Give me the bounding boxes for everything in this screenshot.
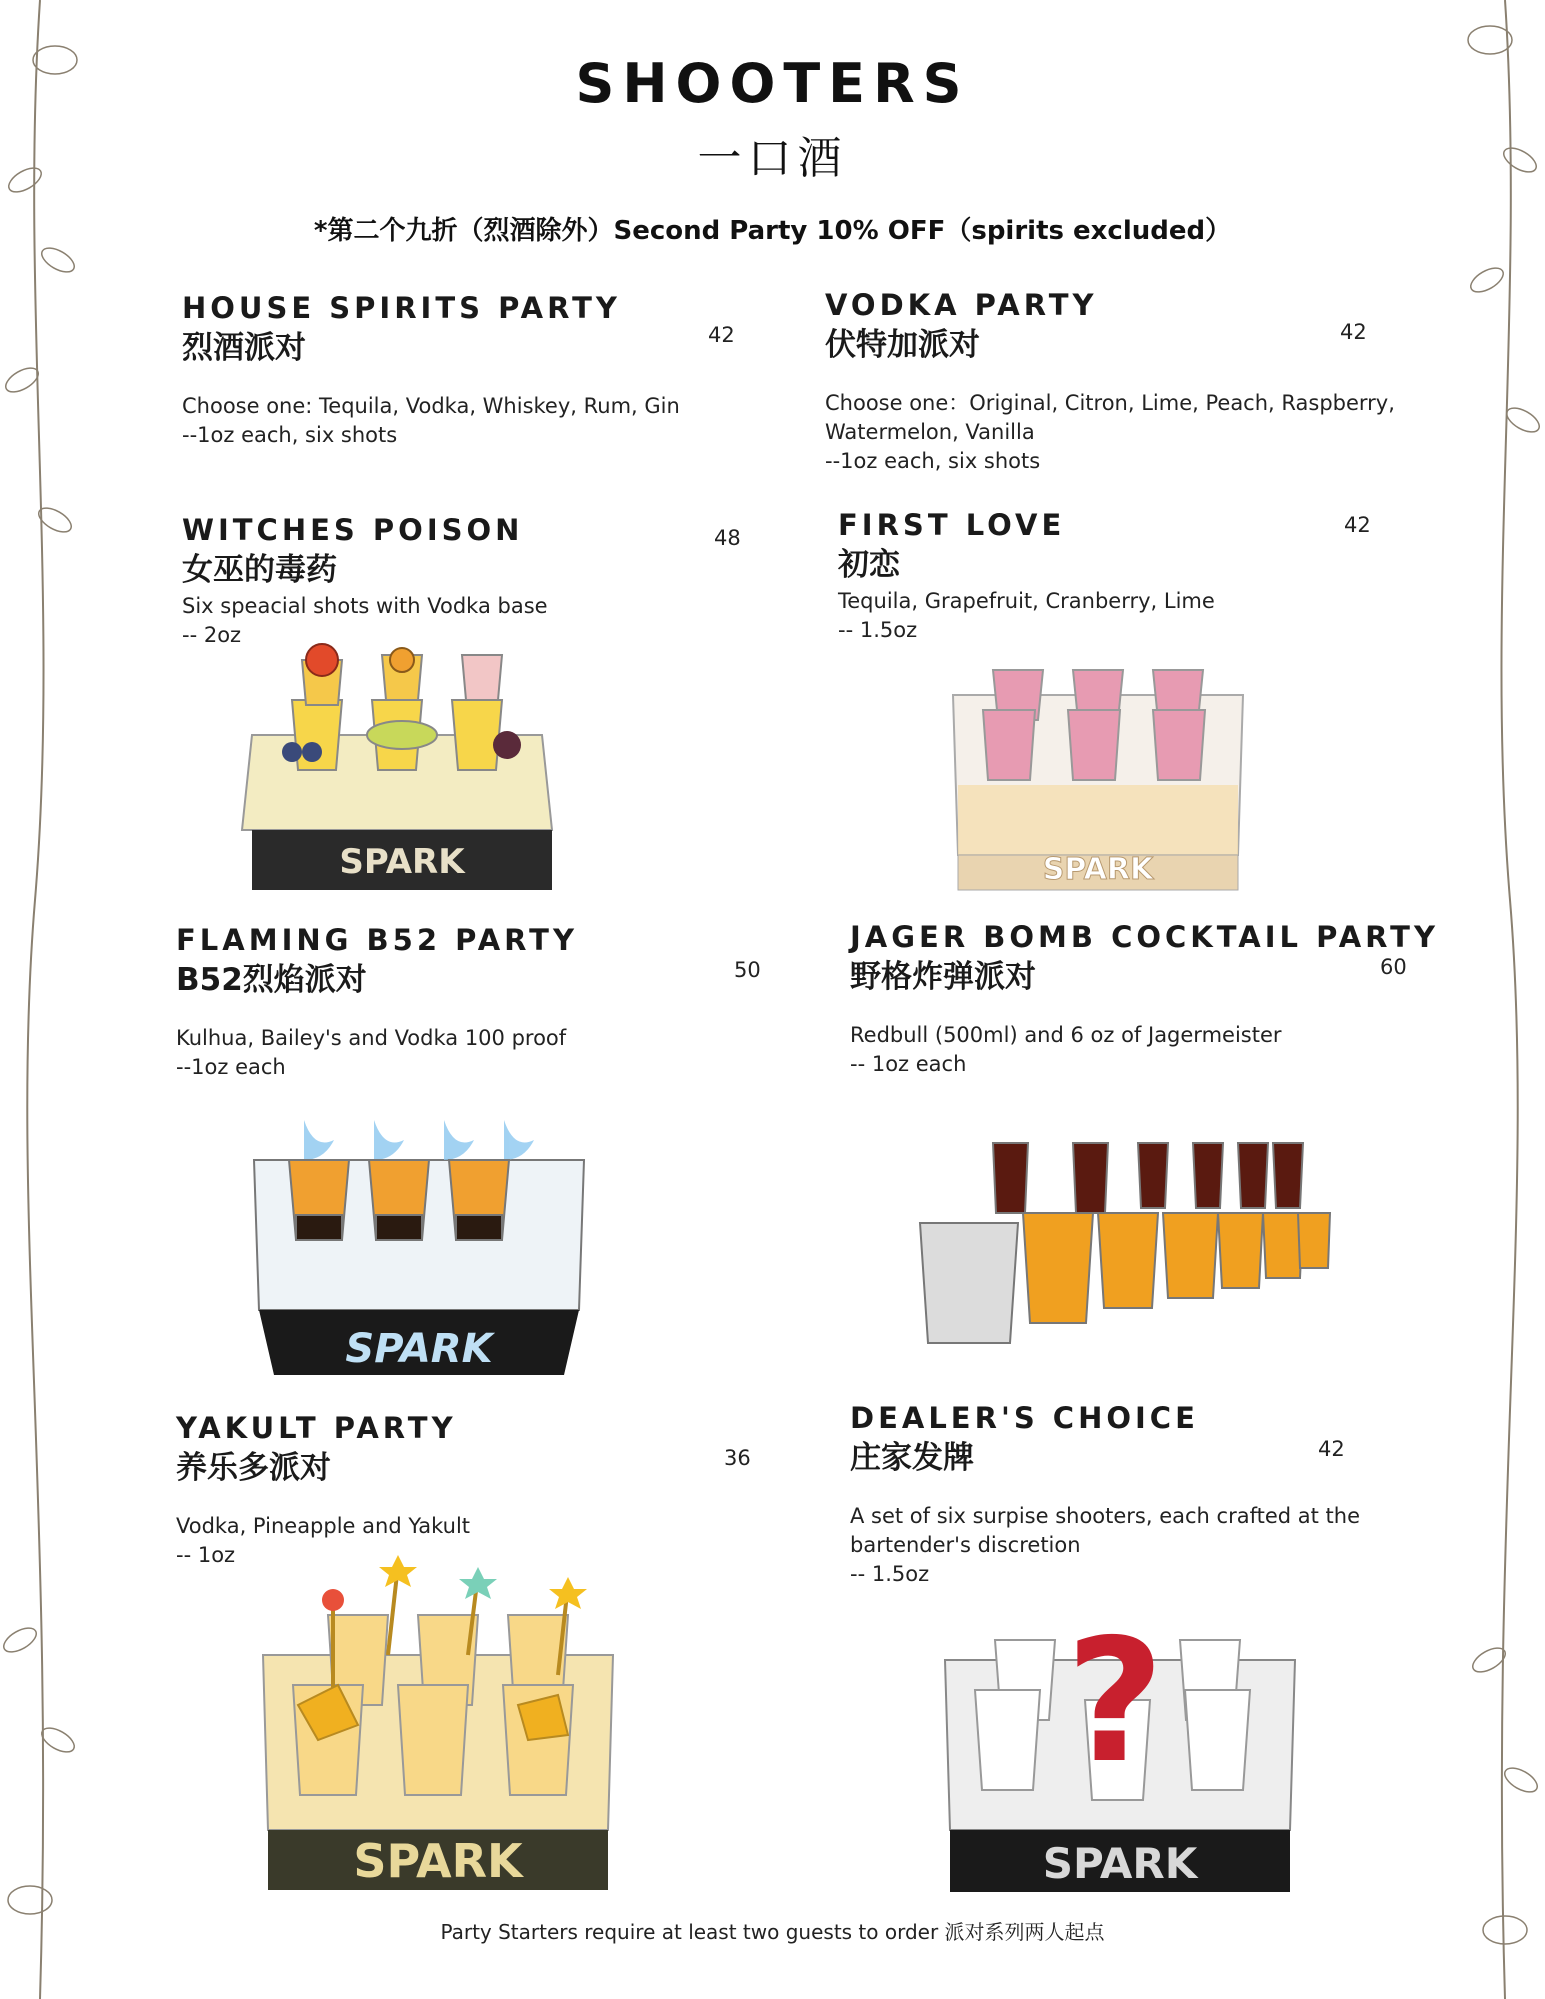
- item-description: A set of six surpise shooters, each crafted at the bartender's discretion -- 1.5oz: [850, 1504, 1361, 1586]
- item-name-en: JAGER BOMB COCKTAIL PARTY: [850, 920, 1439, 954]
- item-name-cn: 伏特加派对: [825, 327, 980, 363]
- item-name-en: FIRST LOVE: [838, 508, 1066, 542]
- left-floral-vine-decoration: [0, 0, 80, 1999]
- dealers-choice-tray-illustration: [935, 1620, 1305, 1900]
- question-mark-symbol: ?: [1065, 1620, 1165, 1801]
- item-price: 42: [708, 323, 735, 347]
- item-description: Choose one: Tequila, Vodka, Whiskey, Rum, Gin --1oz each, six shots: [182, 394, 680, 447]
- yakult-tray-illustration: [248, 1555, 628, 1895]
- first-love-tray-illustration: [938, 665, 1258, 895]
- item-price: 42: [1318, 1437, 1345, 1461]
- item-name-cn: 女巫的毒药: [182, 552, 337, 588]
- menu-item-witches-poison: [182, 512, 548, 650]
- item-name-en: DEALER'S CHOICE: [850, 1401, 1199, 1435]
- page-title-chinese: 一口酒: [697, 133, 848, 184]
- item-name-cn: 初恋: [838, 547, 900, 583]
- item-description: Kulhua, Bailey's and Vodka 100 proof --1oz each: [176, 1026, 567, 1079]
- menu-item-house-spirits-party: [182, 290, 680, 450]
- item-name-en: WITCHES POISON: [182, 513, 524, 547]
- tray-brand-label: SPARK: [339, 842, 465, 882]
- item-price: 42: [1344, 513, 1371, 537]
- item-name-cn: B52烈焰派对: [176, 962, 367, 998]
- right-floral-vine-decoration: [1465, 0, 1545, 1999]
- item-price: 60: [1380, 955, 1407, 979]
- jager-bomb-illustration: [918, 1138, 1338, 1348]
- item-price: 36: [724, 1446, 751, 1470]
- witches-poison-tray-illustration: [232, 640, 562, 900]
- tray-brand-label: SPARK: [1042, 852, 1154, 887]
- item-description: Choose one：Original, Citron, Lime, Peach, Raspberry, Watermelon, Vanilla --1oz each, six shots: [825, 391, 1395, 473]
- item-price: 48: [714, 526, 741, 550]
- item-name-cn: 野格炸弹派对: [850, 959, 1036, 995]
- tray-brand-label: SPARK: [345, 1326, 493, 1372]
- menu-item-flaming-b52-party: [176, 922, 578, 1082]
- item-description: Six speacial shots with Vodka base -- 2oz: [182, 594, 548, 647]
- item-name-cn: 养乐多派对: [176, 1450, 331, 1486]
- flaming-b52-tray-illustration: [244, 1120, 594, 1380]
- tray-brand-label: SPARK: [1042, 1839, 1198, 1888]
- item-name-en: VODKA PARTY: [825, 288, 1098, 322]
- menu-item-dealers-choice: [850, 1400, 1360, 1589]
- item-price: 50: [734, 958, 761, 982]
- menu-item-yakult-party: [176, 1410, 470, 1570]
- item-name-en: FLAMING B52 PARTY: [176, 923, 578, 957]
- item-name-cn: 庄家发牌: [850, 1440, 974, 1476]
- item-name-cn: 烈酒派对: [182, 330, 306, 366]
- page-title: SHOOTERS: [575, 52, 970, 115]
- item-price: 42: [1340, 320, 1367, 344]
- item-description: Redbull (500ml) and 6 oz of Jagermeister -- 1oz each: [850, 1023, 1282, 1076]
- footer-note: Party Starters require at least two guests to order 派对系列两人起点: [440, 1920, 1105, 1944]
- promo-banner: *第二个九折（烈酒除外）Second Party 10% OFF（spirits excluded）: [313, 216, 1232, 246]
- menu-item-jager-bomb-cocktail-party: [850, 919, 1439, 1079]
- menu-item-vodka-party: [825, 287, 1395, 476]
- tray-brand-label: SPARK: [353, 1834, 523, 1888]
- item-description: Vodka, Pineapple and Yakult -- 1oz: [176, 1514, 471, 1567]
- item-name-en: YAKULT PARTY: [176, 1411, 457, 1445]
- item-description: Tequila, Grapefruit, Cranberry, Lime -- 1.5oz: [838, 589, 1215, 642]
- item-name-en: HOUSE SPIRITS PARTY: [182, 291, 621, 325]
- menu-item-first-love: [838, 507, 1215, 645]
